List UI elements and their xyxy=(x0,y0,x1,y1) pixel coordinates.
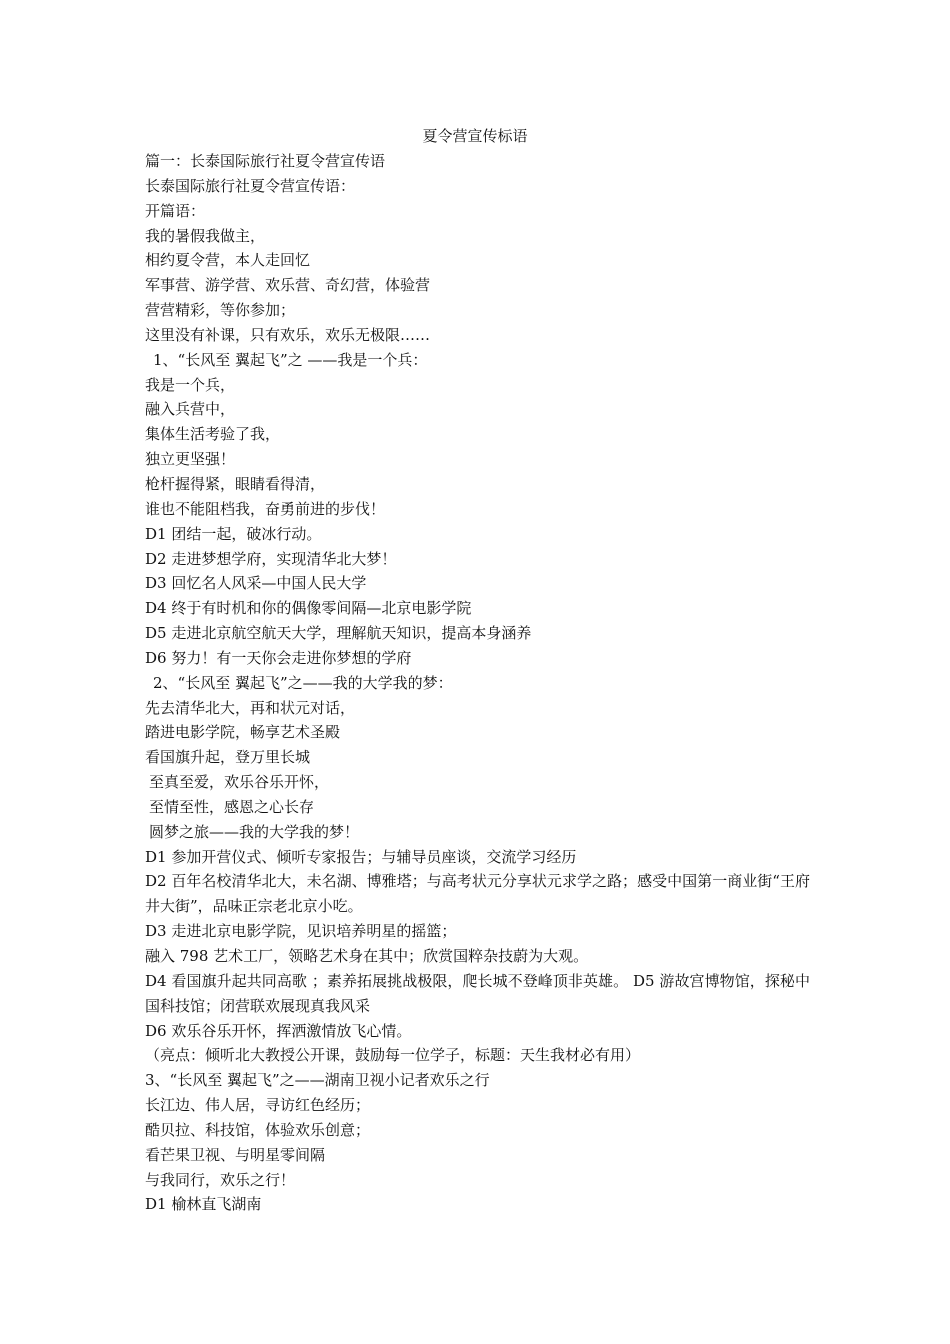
text-line: 我的暑假我做主， xyxy=(145,226,266,245)
section-heading: 2、“长风至 翼起飞”之——我的大学我的梦： xyxy=(153,673,453,692)
text-paragraph: D2 百年名校清华北大，未名湖、博雅塔；与高考状元分享状元求学之路；感受中国第一商业街“王府井大街”，品味正宗老北京小吃。 xyxy=(145,872,810,916)
text-line: 我是一个兵， xyxy=(145,375,236,394)
section-heading: 1、“长风至 翼起飞”之 ——我是一个兵： xyxy=(153,350,428,369)
text-line: 集体生活考验了我， xyxy=(145,425,281,444)
text-line: D5 走进北京航空航天大学，理解航天知识，提高本身涵养 xyxy=(145,624,532,643)
text-line: D1 团结一起，破冰行动。 xyxy=(145,524,322,543)
text-line: D6 欢乐谷乐开怀，挥洒激情放飞心情。 xyxy=(145,1021,412,1040)
highlight-note: （亮点：倾听北大教授公开课，鼓励每一位学子，标题：天生我材必有用） xyxy=(145,1046,641,1065)
document-body xyxy=(145,149,810,1217)
text-line: D3 走进北京电影学院，见识培养明星的摇篮； xyxy=(145,922,457,941)
text-line: 相约夏令营，本人走回忆 xyxy=(145,251,311,270)
text-line: 与我同行，欢乐之行！ xyxy=(145,1170,296,1189)
text-line: D1 榆林直飞湖南 xyxy=(145,1195,262,1214)
text-line: 融入兵营中， xyxy=(145,400,236,419)
section-heading: 3、“长风至 翼起飞”之——湖南卫视小记者欢乐之行 xyxy=(145,1071,490,1090)
text-line: D1 参加开营仪式、倾听专家报告；与辅导员座谈，交流学习经历 xyxy=(145,847,577,866)
text-line: 谁也不能阻档我，奋勇前进的步伐！ xyxy=(145,499,386,518)
text-line: 军事营、游学营、欢乐营、奇幻营，体验营 xyxy=(145,276,431,295)
text-line: 融入 798 艺术工厂，领略艺术身在其中；欣赏国粹杂技蔚为大观。 xyxy=(145,947,589,965)
text-line: 圆梦之旅——我的大学我的梦！ xyxy=(149,822,360,841)
text-line: 篇一：长泰国际旅行社夏令营宣传语 xyxy=(145,152,386,170)
text-line: 酷贝拉、科技馆，体验欢乐创意； xyxy=(145,1120,371,1139)
text-line: 踏进电影学院，畅享艺术圣殿 xyxy=(145,723,341,742)
text-line: 长泰国际旅行社夏令营宣传语： xyxy=(145,176,356,195)
text-line: 长江边、伟人居，寻访红色经历； xyxy=(145,1096,371,1115)
text-line: 看芒果卫视、与明星零间隔 xyxy=(145,1145,326,1164)
text-line: 这里没有补课，只有欢乐，欢乐无极限…… xyxy=(145,325,431,344)
text-line: 独立更坚强！ xyxy=(145,450,236,469)
text-line: D2 走进梦想学府，实现清华北大梦！ xyxy=(145,549,397,568)
text-line: 先去清华北大，再和状元对话， xyxy=(145,698,356,717)
text-paragraph: D4 看国旗升起共同高歌 ；素养拓展挑战极限，爬长城不登峰顶非英雄。 D5 游故宫博物馆，探秘中国科技馆；闭营联欢展现真我风采 xyxy=(145,971,810,1015)
text-line: 开篇语： xyxy=(145,201,206,220)
text-line: 枪杆握得紧，眼睛看得清， xyxy=(145,474,326,493)
text-line: D6 努力！有一天你会走进你梦想的学府 xyxy=(145,648,412,667)
text-line: 至真至爱，欢乐谷乐开怀， xyxy=(149,773,330,792)
text-line: 营营精彩，等你参加； xyxy=(145,301,296,320)
text-line: D4 终于有时机和你的偶像零间隔—北京电影学院 xyxy=(145,599,472,618)
text-line: 至情至性，感恩之心长存 xyxy=(149,797,315,816)
text-line: 看国旗升起，登万里长城 xyxy=(145,748,311,767)
document-title: 夏令营宣传标语 xyxy=(422,127,528,145)
text-line: D3 回忆名人风采—中国人民大学 xyxy=(145,574,367,593)
